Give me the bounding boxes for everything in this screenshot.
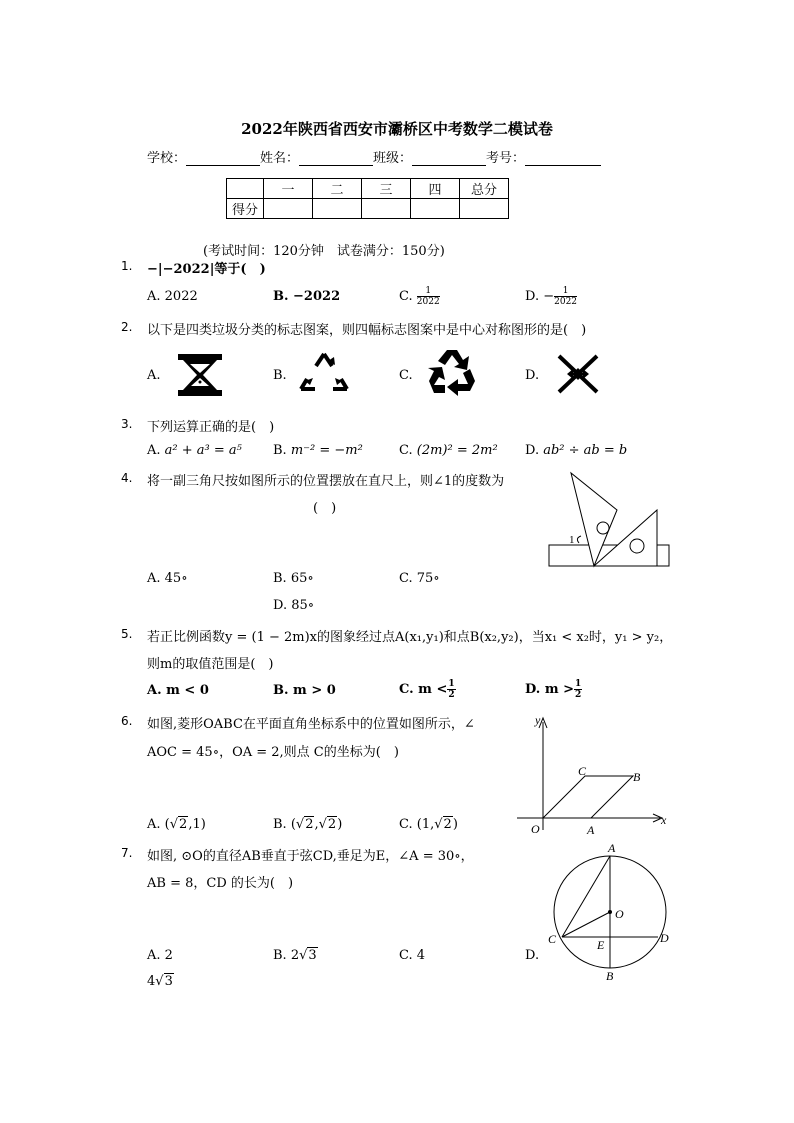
score-header-cell: 二 bbox=[313, 179, 362, 199]
fraction-denominator: 2022 bbox=[554, 297, 578, 307]
option-b-label: B. bbox=[273, 948, 287, 963]
option-c[interactable]: C. bbox=[399, 368, 413, 383]
option-c-close: ) bbox=[452, 817, 458, 832]
option-b[interactable]: B. −2022 bbox=[273, 289, 341, 304]
score-table-score-row bbox=[227, 199, 509, 219]
score-header-cell: 总分 bbox=[460, 179, 509, 199]
option-d[interactable] bbox=[525, 443, 627, 458]
question-number: 5. bbox=[121, 627, 133, 641]
student-info-row bbox=[147, 147, 601, 166]
option-a[interactable]: A. (√2,1) bbox=[147, 817, 206, 832]
option-b[interactable] bbox=[273, 443, 363, 458]
hourglass-recycle-icon bbox=[176, 352, 224, 398]
point-a-label: A bbox=[608, 841, 616, 855]
question-stem: 如图, ⊙O的直径AB垂直于弦CD,垂足为E，∠A = 30∘， bbox=[147, 849, 474, 864]
page-title: 2022年陕西省西安市灞桥区中考数学二模试卷 bbox=[241, 120, 553, 138]
option-d-label: D. bbox=[525, 443, 540, 458]
point-o-label: O bbox=[615, 907, 624, 921]
radicand: 2 bbox=[327, 817, 337, 832]
option-d[interactable]: D. 85∘ bbox=[273, 598, 315, 613]
question-number: 3. bbox=[121, 417, 133, 431]
triangle-ruler-figure bbox=[545, 470, 675, 570]
question-stem: 以下是四类垃圾分类的标志图案，则四幅标志图案中是中心对称图形的是( ) bbox=[147, 323, 587, 338]
option-a[interactable]: A. 2 bbox=[147, 948, 173, 963]
option-c[interactable] bbox=[399, 286, 440, 307]
x-axis-label: x bbox=[661, 813, 667, 827]
option-a[interactable]: A. 45∘ bbox=[147, 571, 188, 586]
coefficient: 2 bbox=[290, 948, 300, 963]
option-a-open: A. ( bbox=[147, 817, 170, 832]
fraction-denominator: 2 bbox=[575, 690, 582, 700]
point-b-label: B bbox=[606, 969, 614, 983]
score-cell[interactable] bbox=[313, 199, 362, 219]
option-b[interactable]: B. (√2,√2) bbox=[273, 817, 343, 832]
radicand: 2 bbox=[305, 817, 314, 832]
option-c[interactable]: C. (1,√2) bbox=[399, 817, 458, 832]
option-b[interactable]: B. m > 0 bbox=[273, 683, 336, 698]
circle-chord-figure bbox=[540, 840, 680, 985]
formula: m⁻² = −m² bbox=[290, 443, 363, 458]
exam-no-blank[interactable] bbox=[525, 152, 601, 166]
score-cell[interactable] bbox=[362, 199, 411, 219]
score-table bbox=[226, 178, 509, 219]
question-stem-cont: 则m的取值范围是( ) bbox=[147, 657, 274, 672]
score-cell[interactable] bbox=[460, 199, 509, 219]
fraction-numerator: 1 bbox=[448, 679, 455, 689]
fraction-numerator: 1 bbox=[417, 286, 440, 297]
question-number: 1. bbox=[121, 259, 133, 273]
score-header-cell: 四 bbox=[411, 179, 460, 199]
radicand: 2 bbox=[443, 817, 452, 832]
school-label: 学校： bbox=[147, 151, 187, 166]
option-d[interactable]: D. bbox=[525, 948, 540, 963]
option-d[interactable] bbox=[525, 286, 577, 307]
fraction bbox=[447, 679, 455, 700]
option-a[interactable]: A. bbox=[147, 368, 161, 383]
question-stem-cont: AB = 8，CD 的长为( ) bbox=[147, 876, 294, 891]
option-a[interactable] bbox=[147, 443, 242, 458]
name-label: 姓名： bbox=[260, 151, 300, 166]
option-d[interactable] bbox=[525, 679, 582, 700]
question-number: 2. bbox=[121, 320, 133, 334]
recycle-outline-icon bbox=[297, 351, 351, 397]
fraction-numerator: 1 bbox=[575, 679, 582, 689]
option-c-label: C. bbox=[399, 289, 413, 304]
option-a[interactable]: A. 2022 bbox=[147, 289, 198, 304]
rhombus-coordinate-figure bbox=[515, 712, 675, 837]
question-stem: −|−2022|等于( ) bbox=[147, 262, 266, 277]
option-d-value: 4√3 bbox=[147, 974, 173, 989]
fraction-denominator: 2 bbox=[448, 690, 455, 700]
class-blank[interactable] bbox=[412, 152, 486, 166]
option-c[interactable]: C. 75∘ bbox=[399, 571, 440, 586]
radicand: 2 bbox=[179, 817, 188, 832]
option-a[interactable]: A. m < 0 bbox=[147, 683, 209, 698]
option-b-open: B. ( bbox=[273, 817, 296, 832]
exam-no-label: 考号： bbox=[486, 151, 526, 166]
point-b-label: B bbox=[633, 770, 641, 784]
option-c-open: C. (1, bbox=[399, 817, 435, 832]
option-c-label: C. bbox=[399, 443, 413, 458]
fraction-numerator: 1 bbox=[554, 286, 577, 297]
question-number: 7. bbox=[121, 846, 133, 860]
question-number: 6. bbox=[121, 714, 133, 728]
question-number: 4. bbox=[121, 471, 133, 485]
option-a-close: ,1) bbox=[188, 817, 206, 832]
formula: (2m)² = 2m² bbox=[416, 443, 498, 458]
option-a-label: A. bbox=[147, 443, 161, 458]
point-c-label: C bbox=[548, 932, 557, 946]
school-blank[interactable] bbox=[186, 152, 260, 166]
name-blank[interactable] bbox=[299, 152, 373, 166]
option-c[interactable]: C. 4 bbox=[399, 948, 426, 963]
question-stem: 将一副三角尺按如图所示的位置摆放在直尺上，则∠1的度数为 bbox=[147, 474, 505, 489]
option-b[interactable]: B. 2√3 bbox=[273, 948, 317, 963]
option-b-mid: , bbox=[314, 817, 319, 832]
recycle-solid-icon bbox=[425, 347, 479, 397]
option-c[interactable] bbox=[399, 443, 498, 458]
score-header-cell: 一 bbox=[264, 179, 313, 199]
radicand: 3 bbox=[308, 948, 317, 963]
option-b[interactable]: B. bbox=[273, 368, 287, 383]
question-stem-cont: AOC = 45∘，OA = 2,则点 C的坐标为( ) bbox=[147, 745, 399, 760]
formula: ab² ÷ ab = b bbox=[543, 443, 628, 458]
radicand: 3 bbox=[164, 974, 173, 989]
option-d-label: D. − bbox=[525, 289, 555, 304]
option-c[interactable] bbox=[399, 679, 456, 700]
option-d-label: D. m > bbox=[525, 682, 575, 697]
angle-label: 1 bbox=[569, 534, 575, 546]
question-stem-cont: ( ) bbox=[313, 501, 337, 516]
point-a-label: A bbox=[587, 823, 595, 837]
option-c-label: C. m < bbox=[399, 682, 448, 697]
class-label: 班级： bbox=[373, 151, 413, 166]
exam-meta: (考试时间：120分钟 试卷满分：150分) bbox=[203, 244, 445, 259]
point-e-label: E bbox=[597, 938, 605, 952]
fraction bbox=[554, 286, 577, 307]
score-header-cell: 三 bbox=[362, 179, 411, 199]
point-o-label: O bbox=[531, 822, 540, 836]
formula: a² + a³ = a⁵ bbox=[164, 443, 242, 458]
score-cell[interactable] bbox=[411, 199, 460, 219]
coefficient: 4 bbox=[147, 974, 156, 989]
fraction bbox=[417, 286, 440, 307]
score-cell[interactable] bbox=[264, 199, 313, 219]
question-stem: 下列运算正确的是( ) bbox=[147, 420, 275, 435]
fraction bbox=[574, 679, 582, 700]
point-c-label: C bbox=[578, 764, 587, 778]
option-b[interactable]: B. 65∘ bbox=[273, 571, 314, 586]
cross-arrows-icon bbox=[555, 352, 601, 396]
question-stem: 若正比例函数y = (1 − 2m)x的图象经过点A(x₁,y₁)和点B(x₂,y₂)，当x₁ < x₂时，y₁ > y₂， bbox=[147, 630, 673, 645]
question-stem: 如图,菱形OABC在平面直角坐标系中的位置如图所示，∠ bbox=[147, 717, 475, 732]
fraction-denominator: 2022 bbox=[416, 297, 440, 307]
option-d[interactable]: D. bbox=[525, 368, 540, 383]
y-axis-label: y bbox=[535, 713, 541, 727]
point-d-label: D bbox=[660, 931, 669, 945]
score-header-cell bbox=[227, 179, 264, 199]
option-b-label: B. bbox=[273, 443, 287, 458]
score-table-header-row bbox=[227, 179, 509, 199]
score-row-label: 得分 bbox=[227, 199, 264, 219]
option-b-close: ) bbox=[337, 817, 343, 832]
